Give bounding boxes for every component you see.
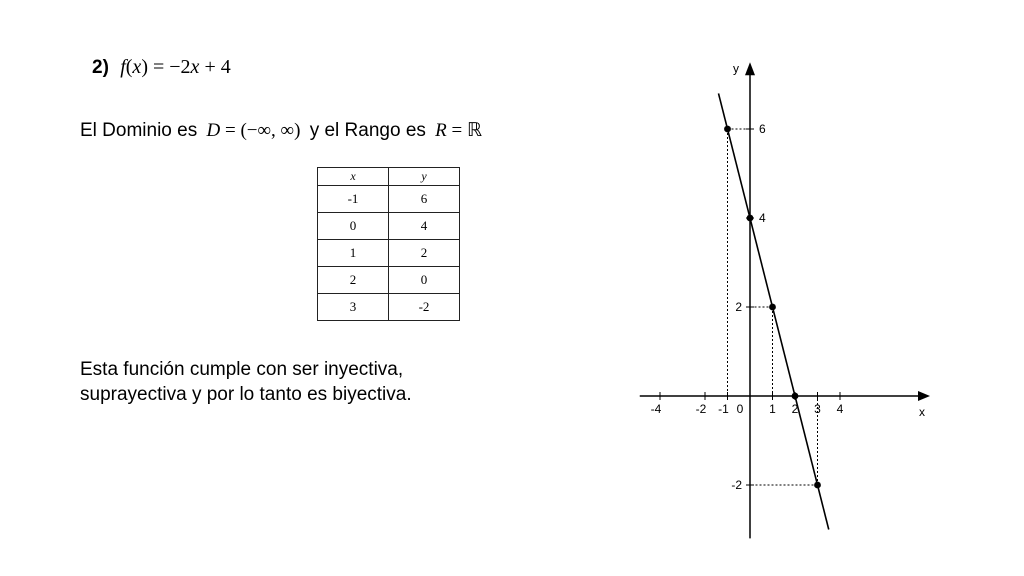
conclusion-text: [80, 357, 500, 407]
table-row: [318, 213, 460, 240]
x-tick-label: -1: [718, 402, 729, 416]
x-tick-label: -2: [695, 402, 707, 416]
domain-expression: [207, 120, 301, 141]
table-row: [318, 186, 460, 213]
function-definition: [120, 56, 231, 78]
x-tick-label: 3: [814, 402, 821, 416]
range-symbol: R: [435, 120, 447, 141]
table-cell: -2: [389, 294, 460, 321]
table-cell: 2: [389, 240, 460, 267]
data-point: [814, 482, 821, 489]
values-table: [317, 167, 460, 321]
function-f: f: [120, 56, 126, 78]
x-axis-arrow: [918, 391, 930, 401]
domain-prefix: El Dominio es: [80, 120, 198, 141]
domain-value: = (−∞, ∞): [220, 120, 301, 141]
table-cell: 1: [318, 240, 389, 267]
function-rhs: = −2: [147, 56, 191, 78]
x-tick-label: 0: [736, 402, 744, 416]
problem-number: 2): [92, 57, 109, 78]
domain-symbol: D: [206, 120, 221, 141]
data-point: [769, 304, 776, 311]
range-expression: [435, 120, 482, 141]
y-axis-arrow: [745, 62, 755, 75]
domain-middle: y el Rango es: [309, 120, 426, 141]
x-tick-label: 1: [769, 402, 776, 416]
y-tick-label: 2: [735, 300, 742, 314]
table-cell: 0: [389, 267, 460, 294]
conclusion-line-2: suprayectiva y por lo tanto es biyectiva.: [80, 384, 412, 405]
table-row: [318, 267, 460, 294]
table-header-x: x: [318, 168, 389, 186]
data-point: [724, 126, 731, 133]
table-cell: 2: [318, 267, 389, 294]
table-row: [318, 294, 460, 321]
x-tick-label: 4: [836, 402, 844, 416]
y-axis-label: y: [733, 61, 739, 76]
table-cell: -1: [318, 186, 389, 213]
x-tick-label: -4: [650, 402, 662, 416]
range-value: = ℝ: [446, 120, 483, 141]
function-lparen: (: [125, 56, 133, 78]
table-row: [318, 240, 460, 267]
function-graph: [630, 40, 950, 550]
x-axis-label: x: [919, 405, 925, 419]
table-header-y: y: [389, 168, 460, 186]
table-cell: 0: [318, 213, 389, 240]
function-tail: + 4: [199, 56, 231, 78]
x-tick-label: 2: [791, 402, 799, 416]
table-cell: 6: [389, 186, 460, 213]
function-x: x: [132, 56, 142, 78]
table-cell: 3: [318, 294, 389, 321]
function-rparen: ): [141, 56, 148, 78]
table-cell: 4: [389, 213, 460, 240]
table-header-row: [318, 168, 460, 186]
data-point: [747, 215, 754, 222]
problem-title: [92, 56, 231, 79]
y-tick-label: -2: [731, 478, 742, 492]
y-tick-label: 4: [759, 211, 766, 225]
data-point: [792, 393, 799, 400]
domain-range-line: [80, 119, 486, 142]
y-tick-label: 6: [759, 122, 766, 136]
conclusion-line-1: Esta función cumple con ser inyectiva,: [80, 359, 404, 380]
function-x2: x: [190, 56, 200, 78]
